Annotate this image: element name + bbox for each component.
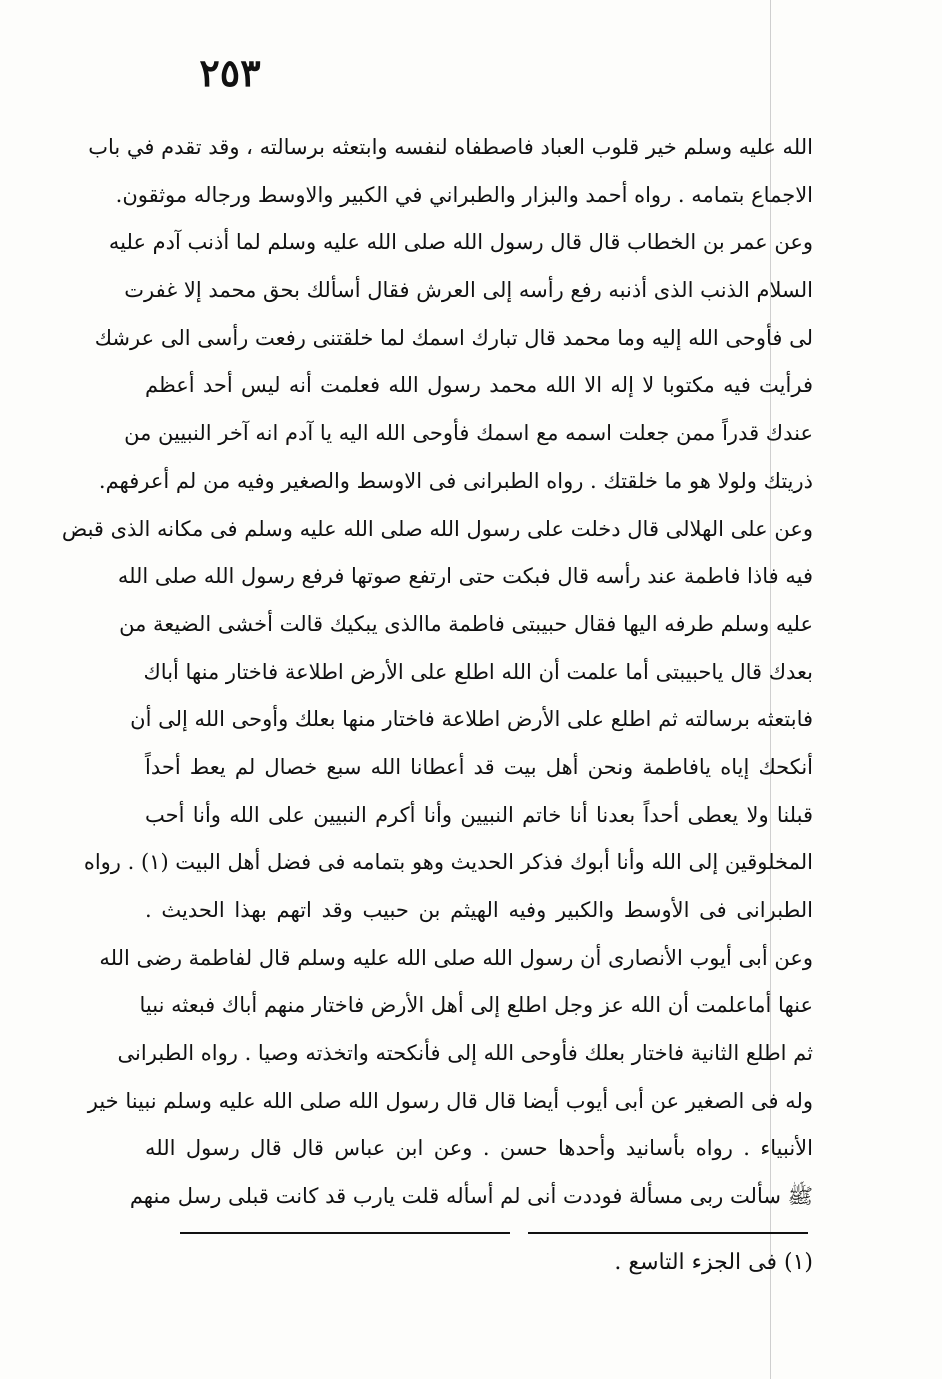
- body-text: [61, 124, 813, 1221]
- text-line: أنكحك إياه يافاطمة ونحن أهل بيت قد أعطانا الله سبع خصال لم يعط أحداً: [145, 754, 813, 779]
- text-line: فابتعثه برسالته ثم اطلع على الأرض اطلاعة فاختار منها بعلك وأوحى الله إلى أن: [130, 707, 813, 732]
- text-line: عندك قدراً ممن جعلت اسمه مع اسمك فأوحى الله اليه يا آدم انه آخر النبيين من: [124, 421, 813, 446]
- text-line: عليه وسلم طرفه اليها فقال حبيبتى فاطمة ماالذى يبكيك قالت أخشى الضيعة من: [119, 611, 813, 636]
- text-line: ﷺ سألت ربى مسألة فوددت أنى لم أسأله قلت يارب قد كانت قبلى رسل منهم: [129, 1184, 813, 1209]
- text-line: وله فى الصغير عن أبى أيوب أيضا قال قال رسول الله صلى الله عليه وسلم نبينا خير: [87, 1088, 813, 1113]
- footnote-rule-left: [180, 1232, 510, 1234]
- text-line: ثم اطلع الثانية فاختار بعلك فأوحى الله إلى فأنكحته واتخذته وصيا . رواه الطبرانى: [117, 1041, 813, 1066]
- page-number: ٢٥٣: [199, 50, 261, 95]
- text-line: فرأيت فيه مكتوبا لا إله الا الله محمد رسول الله فعلمت أنه ليس أحد أعظم: [145, 373, 813, 398]
- text-line: عنها أماعلمت أن الله عز وجل اطلع إلى أهل الأرض فاختار منهم أباك فبعثه نبيا: [139, 993, 813, 1018]
- text-line: السلام الذنب الذى أذنبه رفع رأسه إلى العرش فقال أسألك بحق محمد إلا غفرت: [124, 278, 813, 303]
- text-line: ذريتك ولولا هو ما خلقتك . رواه الطبرانى فى الاوسط والصغير وفيه من لم أعرفهم.: [98, 468, 813, 493]
- text-line: وعن على الهلالى قال دخلت على رسول الله صلى الله عليه وسلم فى مكانه الذى قبض: [61, 516, 813, 541]
- text-line: قبلنا ولا يعطى أحداً بعدنا أنا خاتم النبيين وأنا أكرم النبيين على الله وأنا أحب: [145, 802, 813, 827]
- text-line: المخلوقين إلى الله وأنا أبوك فذكر الحديث وهو بتمامه فى فضل أهل البيت (١) . رواه: [83, 850, 813, 875]
- text-line: الله عليه وسلم خير قلوب العباد فاصطفاه لنفسه وابتعثه برسالته ، وقد تقدم في باب: [88, 135, 813, 159]
- text-line: الأنبياء . رواه بأسانيد وأحدها حسن . وعن ابن عباس قال قال رسول الله: [145, 1136, 813, 1161]
- text-line: الاجماع بتمامه . رواه أحمد والبزار والطبراني في الكبير والاوسط ورجاله موثقون.: [115, 182, 813, 207]
- footnote-rule-right: [528, 1232, 808, 1234]
- text-line: فيه فاذا فاطمة عند رأسه قال فبكت حتى ارتفع صوتها فرفع رسول الله صلى الله: [117, 564, 813, 589]
- text-line: بعدك قال ياحبيبتى أما علمت أن الله اطلع على الأرض اطلاعة فاختار منها أباك: [143, 659, 813, 684]
- text-line: وعن عمر بن الخطاب قال قال رسول الله صلى الله عليه وسلم لما أذنب آدم عليه: [108, 230, 813, 255]
- text-line: وعن أبى أيوب الأنصارى أن رسول الله صلى الله عليه وسلم قال لفاطمة رضى الله: [99, 945, 813, 970]
- footnote: (١) فى الجزء التاسع .: [614, 1250, 813, 1275]
- text-line: لى فأوحى الله إليه وما محمد قال تبارك اسمك لما خلقتنى رفعت رأسى الى عرشك: [94, 325, 813, 350]
- text-line: الطبرانى فى الأوسط والكبير وفيه الهيثم بن حبيب وقد اتهم بهذا الحديث .: [145, 898, 813, 922]
